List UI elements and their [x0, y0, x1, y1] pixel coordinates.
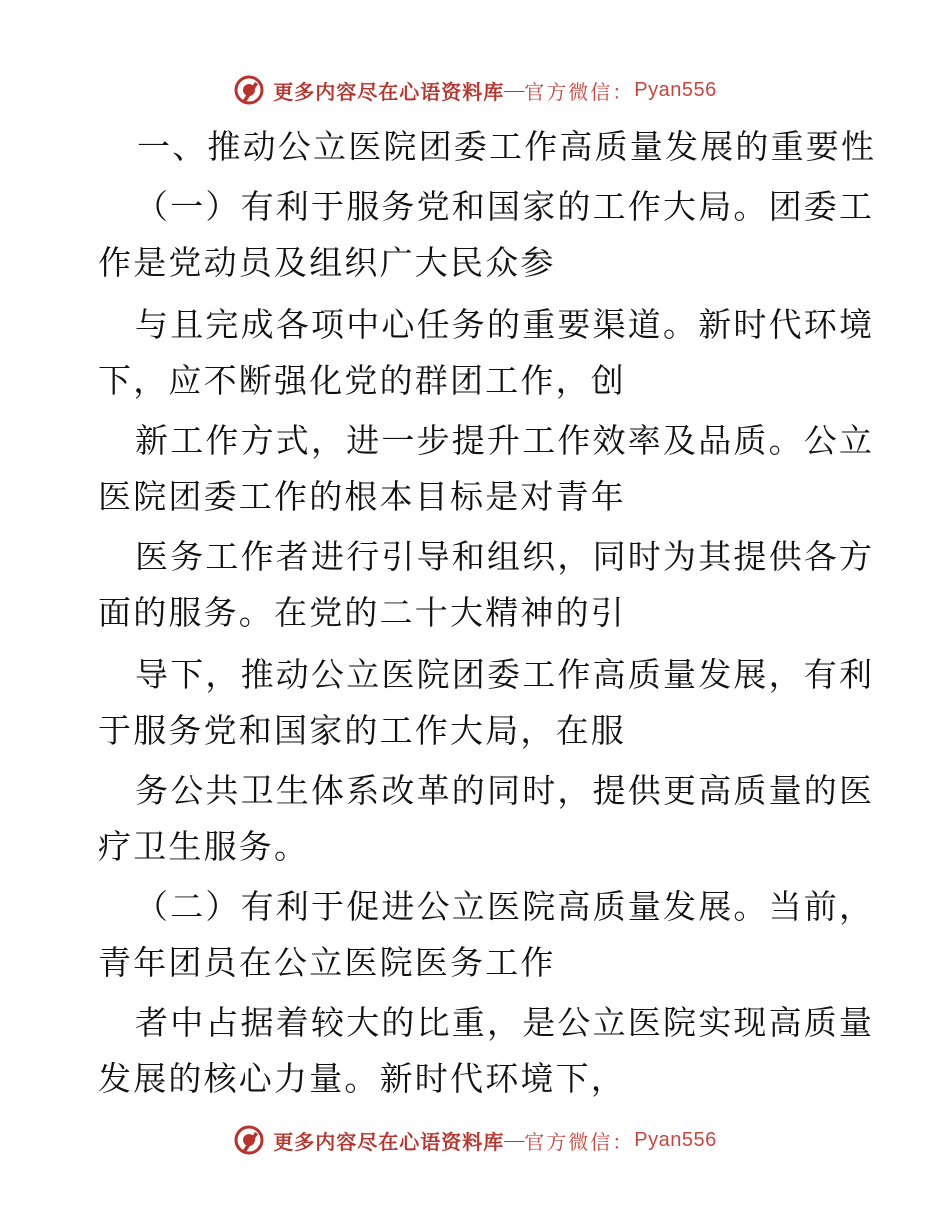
text-line: 医务工作者进行引导和组织，同时为其提供各方: [135, 537, 875, 576]
text-line: 与且完成各项中心任务的重要渠道。新时代环境: [135, 305, 875, 344]
text-line: 面的服务。在党的二十大精神的引: [98, 593, 626, 632]
text-line: 新工作方式，进一步提升工作效率及品质。公立: [135, 421, 875, 460]
text-line: 于服务党和国家的工作大局，在服: [98, 711, 626, 750]
text-line: 下，应不断强化党的群团工作，创: [98, 361, 626, 400]
watermark-wechat-id: Pyan556: [634, 78, 717, 101]
text-line: 务公共卫生体系改革的同时，提供更高质量的医: [135, 771, 875, 810]
text-line: 作是党动员及组织广大民众参: [98, 243, 556, 282]
quill-pen-logo-icon: [233, 1124, 265, 1156]
text-line: （二）有利于促进公立医院高质量发展。当前，: [135, 887, 875, 926]
text-line: 医院团委工作的根本目标是对青年: [98, 477, 626, 516]
section-heading: 一、推动公立医院团委工作高质量发展的重要性: [137, 127, 877, 166]
text-line: 者中占据着较大的比重，是公立医院实现高质量: [135, 1003, 875, 1042]
watermark-brand: 更多内容尽在心语资料库: [273, 81, 505, 104]
text-line: 导下，推动公立医院团委工作高质量发展，有利: [135, 655, 875, 694]
watermark-official-label: 官方微信：: [524, 1131, 635, 1154]
watermark-dash: —: [504, 78, 525, 101]
text-line: 疗卫生服务。: [98, 827, 310, 866]
watermark-wechat-id: Pyan556: [634, 1128, 717, 1151]
header-watermark: [0, 70, 950, 110]
text-line: 发展的核心力量。新时代环境下，: [98, 1059, 626, 1098]
text-line: 青年团员在公立医院医务工作: [98, 943, 556, 982]
footer-watermark: [0, 1120, 950, 1160]
watermark-official-label: 官方微信：: [524, 81, 635, 104]
watermark-brand: 更多内容尽在心语资料库: [273, 1131, 505, 1154]
watermark-dash: —: [504, 1128, 525, 1151]
text-line: （一）有利于服务党和国家的工作大局。团委工: [135, 187, 875, 226]
quill-pen-logo-icon: [233, 74, 265, 106]
